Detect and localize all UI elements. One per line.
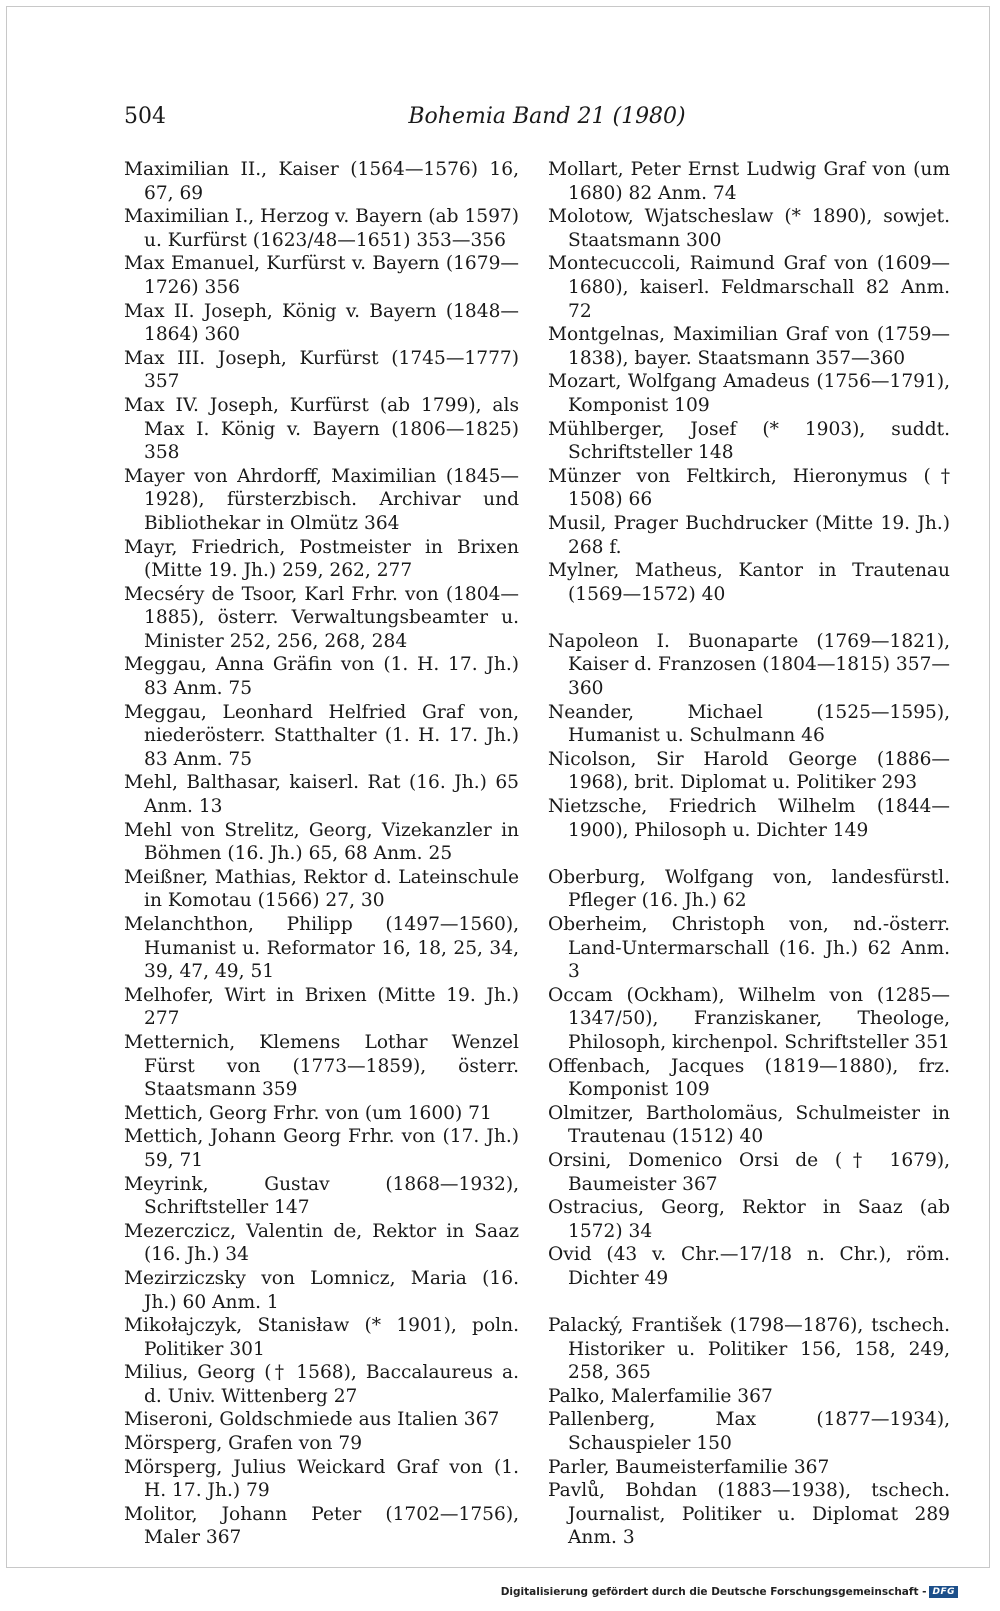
- index-entry: Nicolson, Sir Harold George (1886—1968), brit. Diplomat u. Politiker 293: [548, 748, 950, 794]
- index-entry: Olmitzer, Bartholomäus, Schulmeister in Trautenau (1512) 40: [548, 1102, 950, 1148]
- left-column: [124, 158, 519, 1550]
- index-entry: Max Emanuel, Kurfürst v. Bayern (1679—1726) 356: [124, 253, 519, 298]
- index-entry: Montgelnas, Maximilian Graf von (1759—1838), bayer. Staatsmann 357—360: [548, 324, 950, 369]
- running-title: Bohemia Band 21 (1980): [408, 104, 686, 129]
- index-entry: Mezerczicz, Valentin de, Rektor in Saaz (16. Jh.) 34: [124, 1220, 519, 1266]
- index-entry: Münzer von Feltkirch, Hieronymus († 1508) 66: [548, 465, 950, 511]
- index-entry: Mehl von Strelitz, Georg, Vizekanzler in Böhmen (16. Jh.) 65, 68 Anm. 25: [124, 819, 519, 865]
- letter-group-gap: [548, 606, 950, 630]
- index-entry: Napoleon I. Buonaparte (1769—1821), Kaiser d. Franzosen (1804—1815) 357—360: [548, 630, 950, 700]
- index-entry: Orsini, Domenico Orsi de († 1679), Baumeister 367: [548, 1149, 950, 1195]
- index-entry: Metternich, Klemens Lothar Wenzel Fürst von (1773—1859), österr. Staatsmann 359: [124, 1031, 519, 1101]
- index-entry: Mehl, Balthasar, kaiserl. Rat (16. Jh.) 65 Anm. 13: [124, 772, 519, 818]
- index-entry: Meggau, Leonhard Helfried Graf von, niederösterr. Statthalter (1. H. 17. Jh.) 83 Anm. 75: [124, 701, 519, 770]
- index-entry: Neander, Michael (1525—1595), Humanist u. Schulmann 46: [548, 701, 950, 747]
- index-entry: Mozart, Wolfgang Amadeus (1756—1791), Komponist 109: [548, 371, 950, 416]
- index-entry: Montecuccoli, Raimund Graf von (1609—1680), kaiserl. Feldmarschall 82 Anm. 72: [548, 253, 950, 322]
- index-entry: Oberburg, Wolfgang von, landesfürstl. Pfleger (16. Jh.) 62: [548, 866, 950, 912]
- index-entry: Max II. Joseph, König v. Bayern (1848—1864) 360: [124, 300, 519, 346]
- page-number: 504: [124, 104, 166, 129]
- index-entry: Mörsperg, Grafen von 79: [124, 1433, 363, 1455]
- index-entry: Mörsperg, Julius Weickard Graf von (1. H. 17. Jh.) 79: [124, 1456, 519, 1502]
- index-entry: Nietzsche, Friedrich Wilhelm (1844—1900), Philosoph u. Dichter 149: [548, 796, 950, 841]
- index-entry: Mettich, Georg Frhr. von (um 1600) 71: [124, 1102, 492, 1124]
- index-entry: Meißner, Mathias, Rektor d. Lateinschule in Komotau (1566) 27, 30: [124, 866, 519, 912]
- index-entry: Melanchthon, Philipp (1497—1560), Humanist u. Reformator 16, 18, 25, 34, 39, 47, 49, 51: [124, 914, 519, 983]
- index-entry: Meggau, Anna Gräfin von (1. H. 17. Jh.) 83 Anm. 75: [124, 654, 519, 700]
- dfg-logo: DFG: [929, 1586, 958, 1598]
- index-entry: Mikołajczyk, Stanisław (* 1901), poln. Politiker 301: [124, 1315, 519, 1360]
- index-entry: Melhofer, Wirt in Brixen (Mitte 19. Jh.) 277: [124, 984, 519, 1030]
- index-entry: Ostracius, Georg, Rektor in Saaz (ab 1572) 34: [548, 1197, 950, 1242]
- index-entry: Pallenberg, Max (1877—1934), Schauspieler 150: [548, 1409, 950, 1455]
- index-entry: Milius, Georg († 1568), Baccalaureus a. d. Univ. Wittenberg 27: [124, 1362, 519, 1407]
- index-entry: Molitor, Johann Peter (1702—1756), Maler 367: [124, 1503, 519, 1549]
- letter-group-gap: [548, 842, 950, 866]
- index-entry: Mayr, Friedrich, Postmeister in Brixen (Mitte 19. Jh.) 259, 262, 277: [124, 536, 519, 582]
- index-entry: Palacký, František (1798—1876), tschech. Historiker u. Politiker 156, 158, 249, 258, 365: [548, 1315, 950, 1384]
- digitization-footer: [501, 1586, 958, 1598]
- index-entry: Ovid (43 v. Chr.—17/18 n. Chr.), röm. Dichter 49: [548, 1244, 950, 1289]
- index-entry: Mecséry de Tsoor, Karl Frhr. von (1804—1885), österr. Verwaltungsbeamter u. Minister 252, 256, 268, 284: [124, 583, 519, 652]
- index-entry: Meyrink, Gustav (1868—1932), Schriftsteller 147: [124, 1173, 519, 1219]
- index-entry: Mayer von Ahrdorff, Maximilian (1845—1928), fürsterzbisch. Archivar und Bibliothekar in Olmütz 364: [124, 465, 519, 534]
- index-entry: Pavlů, Bohdan (1883—1938), tschech. Journalist, Politiker u. Diplomat 289 Anm. 3: [548, 1480, 950, 1549]
- index-entry: Mylner, Matheus, Kantor in Trautenau (1569—1572) 40: [548, 560, 950, 605]
- index-entry: Max III. Joseph, Kurfürst (1745—1777) 357: [124, 347, 519, 393]
- index-entry: Mettich, Johann Georg Frhr. von (17. Jh.) 59, 71: [124, 1126, 519, 1171]
- index-entry: Palko, Malerfamilie 367: [548, 1385, 773, 1407]
- index-entry: Mollart, Peter Ernst Ludwig Graf von (um 1680) 82 Anm. 74: [548, 159, 950, 204]
- index-entry: Occam (Ockham), Wilhelm von (1285—1347/50), Franziskaner, Theologe, Philosoph, kirchenpol. Schriftsteller 351: [548, 984, 950, 1053]
- letter-group-gap: [548, 1291, 950, 1315]
- index-entry: Mezirziczsky von Lomnicz, Maria (16. Jh.) 60 Anm. 1: [124, 1267, 519, 1313]
- index-entry: Offenbach, Jacques (1819—1880), frz. Komponist 109: [548, 1055, 950, 1101]
- index-entry: Parler, Baumeisterfamilie 367: [548, 1456, 830, 1478]
- index-entry: Musil, Prager Buchdrucker (Mitte 19. Jh.) 268 f.: [548, 512, 950, 558]
- page-header: [124, 104, 950, 134]
- index-entry: Mühlberger, Josef (* 1903), suddt. Schriftsteller 148: [548, 418, 950, 464]
- index-entry: Miseroni, Goldschmiede aus Italien 367: [124, 1409, 500, 1431]
- index-entry: Maximilian I., Herzog v. Bayern (ab 1597) u. Kurfürst (1623/48—1651) 353—356: [124, 206, 519, 251]
- index-entry: Molotow, Wjatscheslaw (* 1890), sowjet. Staatsmann 300: [548, 206, 950, 251]
- index-entry: Maximilian II., Kaiser (1564—1576) 16, 67, 69: [124, 159, 519, 204]
- index-entry: Oberheim, Christoph von, nd.-österr. Land-Untermarschall (16. Jh.) 62 Anm. 3: [548, 914, 950, 983]
- index-entry: Max IV. Joseph, Kurfürst (ab 1799), als Max I. König v. Bayern (1806—1825) 358: [124, 394, 519, 464]
- footer-text: Digitalisierung gefördert durch die Deutsche Forschungsgemeinschaft -: [500, 1586, 927, 1598]
- right-column: [548, 158, 950, 1550]
